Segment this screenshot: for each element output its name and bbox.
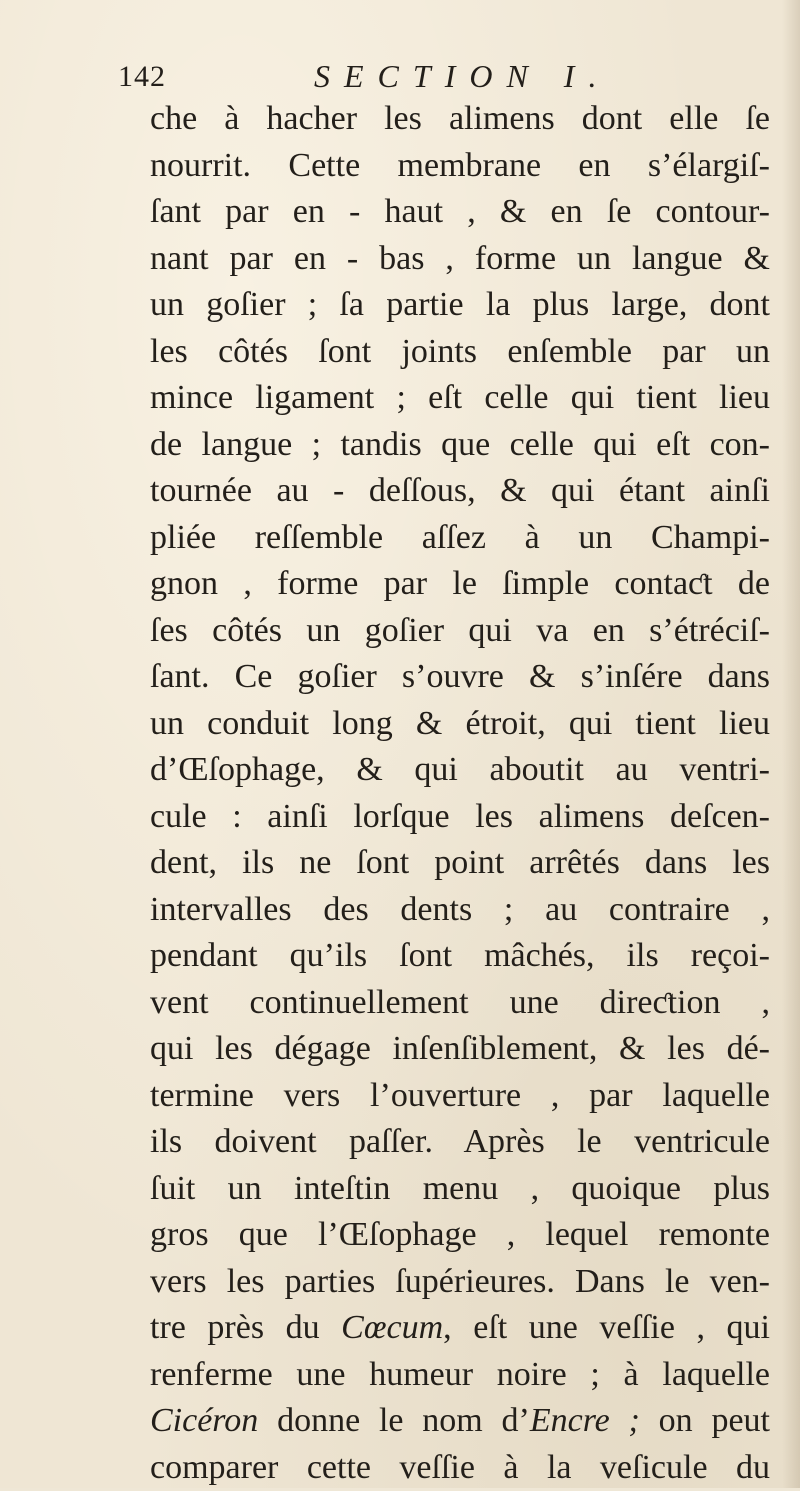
text-segment: intervalles des dents ; au contraire , bbox=[150, 891, 770, 928]
italic-text: Cœcum bbox=[341, 1309, 443, 1346]
text-segment: pliée reſſemble aſſez à un Champi- bbox=[150, 519, 770, 556]
text-segment: gnon , forme par le ſimple contaƈt de bbox=[150, 565, 770, 602]
page-edge-shadow bbox=[782, 0, 800, 1488]
text-line bbox=[150, 1119, 770, 1166]
text-line bbox=[150, 282, 770, 329]
text-line bbox=[150, 701, 770, 748]
text-segment: ils doivent paſſer. Après le ventricule bbox=[150, 1123, 770, 1160]
text-segment: un conduit long & étroit, qui tient lieu bbox=[150, 705, 770, 742]
text-line bbox=[150, 1352, 770, 1399]
text-segment: gros que l’Œſophage , lequel remonte bbox=[150, 1216, 770, 1253]
page-number: 142 bbox=[118, 60, 166, 94]
text-line bbox=[150, 608, 770, 655]
body-text bbox=[150, 96, 770, 1491]
text-segment: d’Œſophage, & qui aboutit au ventri- bbox=[150, 751, 770, 788]
text-line bbox=[150, 468, 770, 515]
text-line bbox=[150, 236, 770, 283]
text-line bbox=[150, 654, 770, 701]
text-segment: renferme une humeur noire ; à laquelle bbox=[150, 1356, 770, 1393]
text-line bbox=[150, 794, 770, 841]
text-segment: ſant par en - haut , & en ſe contour- bbox=[150, 193, 770, 230]
text-line bbox=[150, 515, 770, 562]
text-segment: mince ligament ; eſt celle qui tient lieu bbox=[150, 379, 770, 416]
italic-text: Cicéron bbox=[150, 1402, 258, 1439]
text-line bbox=[150, 561, 770, 608]
text-line bbox=[150, 1398, 770, 1445]
text-line bbox=[150, 375, 770, 422]
text-segment: cule : ainſi lorſque les alimens deſcen- bbox=[150, 798, 770, 835]
text-line bbox=[150, 1305, 770, 1352]
text-segment: , eſt une veſſie , qui bbox=[443, 1309, 770, 1346]
text-segment: dent, ils ne ſont point arrêtés dans les bbox=[150, 844, 770, 881]
text-line bbox=[150, 1259, 770, 1306]
text-segment: on peut bbox=[640, 1402, 770, 1439]
text-line bbox=[150, 840, 770, 887]
text-line bbox=[150, 189, 770, 236]
text-segment: les côtés ſont joints enſemble par un bbox=[150, 333, 770, 370]
text-segment: vent continuellement une direƈtion , bbox=[150, 984, 770, 1021]
running-head: SECTION I. bbox=[314, 58, 610, 95]
text-line bbox=[150, 422, 770, 469]
text-segment: comparer cette veſſie à la veſicule du bbox=[150, 1449, 770, 1486]
text-segment: nant par en - bas , forme un langue & bbox=[150, 240, 770, 277]
text-line bbox=[150, 329, 770, 376]
text-segment: un goſier ; ſa partie la plus large, dont bbox=[150, 286, 770, 323]
text-line bbox=[150, 143, 770, 190]
italic-text: Encre ; bbox=[530, 1402, 640, 1439]
text-line bbox=[150, 1166, 770, 1213]
text-segment: donne le nom d’ bbox=[258, 1402, 530, 1439]
text-line bbox=[150, 1445, 770, 1491]
text-line bbox=[150, 747, 770, 794]
text-line bbox=[150, 1212, 770, 1259]
text-segment: ſes côtés un goſier qui va en s’étréciſ- bbox=[150, 612, 770, 649]
text-line bbox=[150, 96, 770, 143]
text-segment: tournée au - deſſous, & qui étant ainſi bbox=[150, 472, 770, 509]
text-segment: qui les dégage inſenſiblement, & les dé- bbox=[150, 1030, 770, 1067]
text-line bbox=[150, 1026, 770, 1073]
text-line bbox=[150, 933, 770, 980]
text-segment: de langue ; tandis que celle qui eſt con- bbox=[150, 426, 770, 463]
text-segment: vers les parties ſupérieures. Dans le ven- bbox=[150, 1263, 770, 1300]
text-segment: ſant. Ce goſier s’ouvre & s’inſére dans bbox=[150, 658, 770, 695]
text-segment: ſuit un inteſtin menu , quoique plus bbox=[150, 1170, 770, 1207]
text-segment: tre près du bbox=[150, 1309, 341, 1346]
text-segment: che à hacher les alimens dont elle ſe bbox=[150, 100, 770, 137]
text-segment: pendant qu’ils ſont mâchés, ils reçoi- bbox=[150, 937, 770, 974]
text-line bbox=[150, 980, 770, 1027]
text-segment: nourrit. Cette membrane en s’élargiſ- bbox=[150, 147, 770, 184]
text-line bbox=[150, 1073, 770, 1120]
text-segment: termine vers l’ouverture , par laquelle bbox=[150, 1077, 770, 1114]
text-line bbox=[150, 887, 770, 934]
